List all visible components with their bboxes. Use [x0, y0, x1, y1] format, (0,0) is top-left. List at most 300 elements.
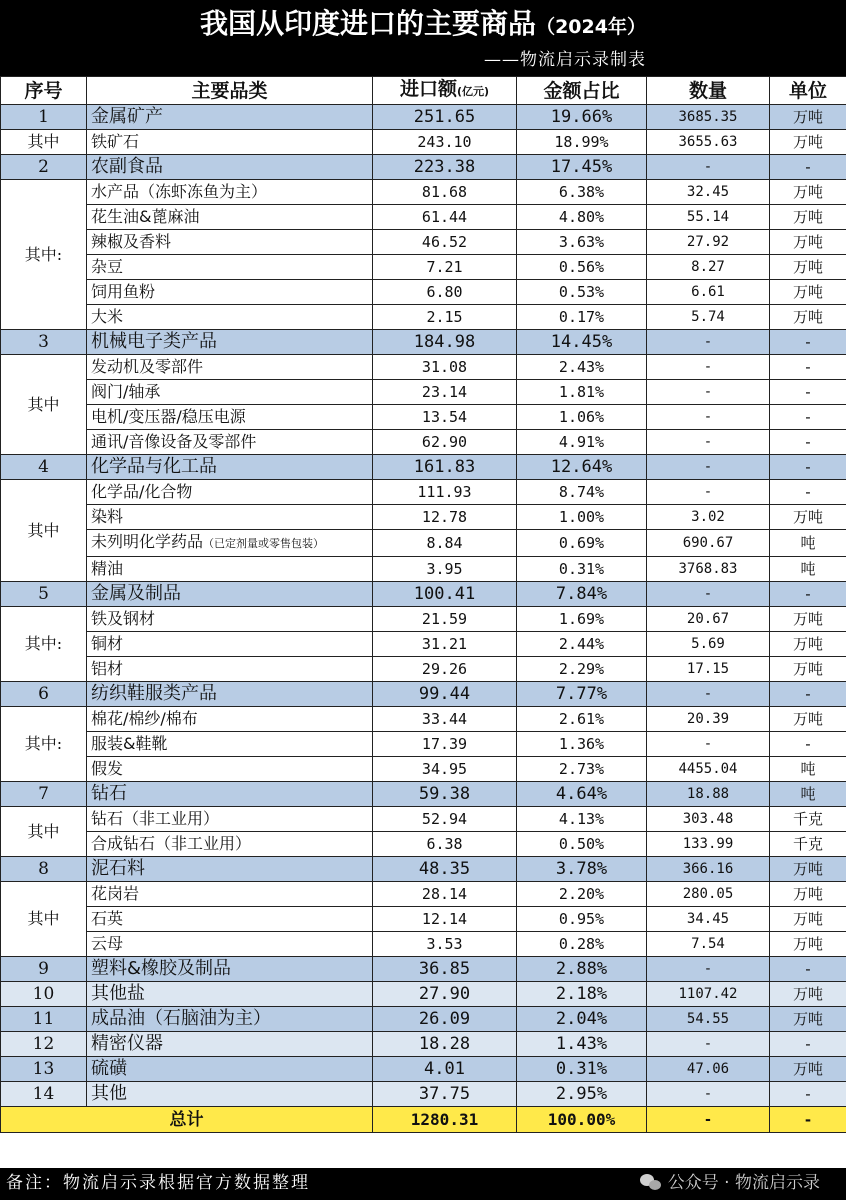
- row-share: 2.20%: [517, 882, 647, 907]
- table-category-row: [1, 1032, 846, 1057]
- row-category-text: 大米: [91, 307, 124, 326]
- row-amount: 18.28: [373, 1032, 517, 1057]
- row-number: 其中: [1, 355, 87, 455]
- row-unit: -: [770, 405, 846, 430]
- row-unit: 万吨: [770, 305, 846, 330]
- row-qty: 280.05: [647, 882, 770, 907]
- row-unit: 万吨: [770, 932, 846, 957]
- row-number: 其中:: [1, 607, 87, 682]
- row-category-text: 棉花/棉纱/棉布: [91, 709, 198, 728]
- row-unit: -: [770, 582, 846, 607]
- row-category: [87, 105, 373, 130]
- total-row: [1, 1107, 846, 1133]
- row-amount: 223.38: [373, 155, 517, 180]
- row-amount: 31.21: [373, 632, 517, 657]
- row-category: [87, 907, 373, 932]
- row-category: [87, 205, 373, 230]
- row-category: [87, 330, 373, 355]
- row-qty: 27.92: [647, 230, 770, 255]
- row-qty: 5.69: [647, 632, 770, 657]
- row-share: 3.63%: [517, 230, 647, 255]
- row-category-text: 其他盐: [91, 983, 145, 1004]
- row-category: [87, 1032, 373, 1057]
- table-category-row: [1, 682, 846, 707]
- table-subrow: [1, 732, 846, 757]
- row-share: 0.56%: [517, 255, 647, 280]
- table-subrow: [1, 632, 846, 657]
- row-category: [87, 130, 373, 155]
- row-amount: 7.21: [373, 255, 517, 280]
- row-category-text: 发动机及零部件: [91, 357, 204, 376]
- col-header-qty: 数量: [647, 77, 770, 105]
- row-qty: 47.06: [647, 1057, 770, 1082]
- row-unit: 万吨: [770, 205, 846, 230]
- row-category-text: 服装&鞋靴: [91, 734, 168, 753]
- row-number: 4: [1, 455, 87, 480]
- row-category: [87, 857, 373, 882]
- import-table: [0, 76, 846, 1133]
- row-amount: 61.44: [373, 205, 517, 230]
- row-amount: 81.68: [373, 180, 517, 205]
- row-unit: 万吨: [770, 180, 846, 205]
- row-share: 1.00%: [517, 505, 647, 530]
- row-category-text: 未列明化学药品: [91, 532, 204, 551]
- watermark-text: 公众号 · 物流启示录: [667, 1173, 820, 1193]
- row-category-text: 石英: [91, 909, 124, 928]
- row-qty: 55.14: [647, 205, 770, 230]
- row-share: 7.77%: [517, 682, 647, 707]
- row-unit: 万吨: [770, 632, 846, 657]
- row-qty: -: [647, 957, 770, 982]
- row-share: 0.17%: [517, 305, 647, 330]
- row-number: 2: [1, 155, 87, 180]
- row-qty: -: [647, 1082, 770, 1107]
- row-category: [87, 707, 373, 732]
- row-qty: 20.39: [647, 707, 770, 732]
- row-qty: 303.48: [647, 807, 770, 832]
- row-share: 0.31%: [517, 1057, 647, 1082]
- table-category-row: [1, 455, 846, 480]
- row-number: 1: [1, 105, 87, 130]
- row-category-text: 塑料&橡胶及制品: [91, 958, 232, 979]
- row-category: [87, 607, 373, 632]
- row-number: 11: [1, 1007, 87, 1032]
- row-category: [87, 455, 373, 480]
- row-share: 1.43%: [517, 1032, 647, 1057]
- row-category: [87, 1057, 373, 1082]
- row-unit: -: [770, 1032, 846, 1057]
- table-category-row: [1, 857, 846, 882]
- row-unit: 万吨: [770, 255, 846, 280]
- header-banner: [0, 0, 846, 76]
- row-share: 3.78%: [517, 857, 647, 882]
- row-qty: 6.61: [647, 280, 770, 305]
- table-category-row: [1, 1057, 846, 1082]
- row-qty: 133.99: [647, 832, 770, 857]
- table-subrow: [1, 355, 846, 380]
- total-label: 总计: [1, 1107, 373, 1133]
- footer-note: 备注：物流启示录根据官方数据整理: [6, 1173, 310, 1193]
- row-unit: 吨: [770, 530, 846, 557]
- row-share: 4.80%: [517, 205, 647, 230]
- row-category: [87, 430, 373, 455]
- row-amount: 12.78: [373, 505, 517, 530]
- row-category-text: 钻石（非工业用）: [91, 809, 220, 828]
- row-qty: -: [647, 405, 770, 430]
- row-share: 2.04%: [517, 1007, 647, 1032]
- table-category-row: [1, 957, 846, 982]
- row-unit: 万吨: [770, 982, 846, 1007]
- wechat-icon: [640, 1174, 662, 1190]
- row-category-text: 精油: [91, 559, 124, 578]
- watermark: [640, 1168, 820, 1198]
- row-category: [87, 355, 373, 380]
- row-unit: 万吨: [770, 105, 846, 130]
- row-unit: 万吨: [770, 230, 846, 255]
- row-share: 14.45%: [517, 330, 647, 355]
- row-category-text: 农副食品: [91, 156, 163, 177]
- table-subrow: [1, 305, 846, 330]
- table-subrow: [1, 480, 846, 505]
- row-qty: -: [647, 480, 770, 505]
- row-qty: 366.16: [647, 857, 770, 882]
- row-share: 2.88%: [517, 957, 647, 982]
- table-header-row: [1, 77, 846, 105]
- table-subrow: [1, 607, 846, 632]
- row-amount: 33.44: [373, 707, 517, 732]
- row-qty: 3.02: [647, 505, 770, 530]
- row-amount: 29.26: [373, 657, 517, 682]
- row-amount: 17.39: [373, 732, 517, 757]
- row-qty: 5.74: [647, 305, 770, 330]
- row-category-text: 染料: [91, 507, 124, 526]
- row-unit: 万吨: [770, 707, 846, 732]
- row-category: [87, 932, 373, 957]
- row-amount: 26.09: [373, 1007, 517, 1032]
- table-subrow: [1, 255, 846, 280]
- table-subrow: [1, 430, 846, 455]
- row-share: 1.81%: [517, 380, 647, 405]
- row-category-note: （已定剂量或零售包装）: [203, 537, 325, 550]
- row-category-text: 假发: [91, 759, 124, 778]
- row-number: 12: [1, 1032, 87, 1057]
- row-share: 19.66%: [517, 105, 647, 130]
- row-share: 2.73%: [517, 757, 647, 782]
- table-subrow: [1, 405, 846, 430]
- row-share: 18.99%: [517, 130, 647, 155]
- row-category-text: 阀门/轴承: [91, 382, 161, 401]
- col-header-amount-unit: (亿元): [456, 85, 490, 98]
- footer-bar: [0, 1168, 846, 1200]
- row-unit: -: [770, 732, 846, 757]
- row-number: 其中: [1, 882, 87, 957]
- row-qty: -: [647, 355, 770, 380]
- row-unit: -: [770, 430, 846, 455]
- row-share: 2.43%: [517, 355, 647, 380]
- row-number: 其中: [1, 130, 87, 155]
- row-share: 1.69%: [517, 607, 647, 632]
- page-title: [0, 4, 846, 47]
- row-category-text: 化学品/化合物: [91, 482, 193, 501]
- row-amount: 31.08: [373, 355, 517, 380]
- row-category: [87, 480, 373, 505]
- title-year: （2024年）: [536, 16, 646, 38]
- row-share: 6.38%: [517, 180, 647, 205]
- row-category: [87, 255, 373, 280]
- row-unit: -: [770, 355, 846, 380]
- row-number: 13: [1, 1057, 87, 1082]
- row-share: 1.36%: [517, 732, 647, 757]
- row-amount: 4.01: [373, 1057, 517, 1082]
- row-unit: 万吨: [770, 857, 846, 882]
- row-category: [87, 380, 373, 405]
- row-qty: 17.15: [647, 657, 770, 682]
- row-unit: 万吨: [770, 907, 846, 932]
- table-subrow: [1, 882, 846, 907]
- row-unit: 万吨: [770, 130, 846, 155]
- row-category-text: 泥石料: [91, 858, 145, 879]
- row-unit: -: [770, 480, 846, 505]
- row-qty: 690.67: [647, 530, 770, 557]
- row-category-text: 成品油（石脑油为主）: [91, 1008, 271, 1029]
- row-share: 12.64%: [517, 455, 647, 480]
- row-category-text: 铁矿石: [91, 132, 140, 151]
- row-category: [87, 582, 373, 607]
- table-category-row: [1, 330, 846, 355]
- row-share: 1.06%: [517, 405, 647, 430]
- row-number: 7: [1, 782, 87, 807]
- row-category: [87, 530, 373, 557]
- title-text: 我国从印度进口的主要商品: [200, 7, 537, 40]
- table-subrow: [1, 832, 846, 857]
- row-unit: 万吨: [770, 882, 846, 907]
- table-category-row: [1, 982, 846, 1007]
- row-category-text: 通讯/音像设备及零部件: [91, 432, 257, 451]
- row-unit: 千克: [770, 832, 846, 857]
- row-category-text: 电机/变压器/稳压电源: [91, 407, 246, 426]
- row-qty: -: [647, 582, 770, 607]
- row-qty: 1107.42: [647, 982, 770, 1007]
- row-number: 8: [1, 857, 87, 882]
- row-qty: -: [647, 455, 770, 480]
- row-unit: 吨: [770, 782, 846, 807]
- table-category-row: [1, 1082, 846, 1107]
- row-amount: 6.38: [373, 832, 517, 857]
- table-subrow: [1, 807, 846, 832]
- row-qty: -: [647, 330, 770, 355]
- row-unit: -: [770, 330, 846, 355]
- row-qty: 34.45: [647, 907, 770, 932]
- row-qty: -: [647, 732, 770, 757]
- table-subrow: [1, 757, 846, 782]
- row-category: [87, 180, 373, 205]
- row-share: 4.91%: [517, 430, 647, 455]
- row-amount: 21.59: [373, 607, 517, 632]
- row-category-text: 其他: [91, 1083, 127, 1104]
- row-share: 2.61%: [517, 707, 647, 732]
- row-amount: 251.65: [373, 105, 517, 130]
- row-category: [87, 732, 373, 757]
- row-number: 6: [1, 682, 87, 707]
- row-share: 2.29%: [517, 657, 647, 682]
- row-category-text: 精密仪器: [91, 1033, 163, 1054]
- row-category: [87, 882, 373, 907]
- row-qty: -: [647, 155, 770, 180]
- table-subrow: [1, 380, 846, 405]
- row-number: 5: [1, 582, 87, 607]
- row-amount: 100.41: [373, 582, 517, 607]
- row-unit: 万吨: [770, 607, 846, 632]
- row-unit: 万吨: [770, 505, 846, 530]
- row-category-text: 花生油&蓖麻油: [91, 207, 200, 226]
- row-number: 10: [1, 982, 87, 1007]
- row-category-text: 花岗岩: [91, 884, 140, 903]
- row-category-text: 水产品（冻虾冻鱼为主）: [91, 182, 268, 201]
- row-category: [87, 230, 373, 255]
- row-amount: 13.54: [373, 405, 517, 430]
- row-unit: -: [770, 455, 846, 480]
- row-amount: 243.10: [373, 130, 517, 155]
- row-amount: 8.84: [373, 530, 517, 557]
- row-unit: 吨: [770, 557, 846, 582]
- row-qty: 3655.63: [647, 130, 770, 155]
- row-unit: -: [770, 1082, 846, 1107]
- row-category: [87, 405, 373, 430]
- row-category-text: 机械电子类产品: [91, 331, 217, 352]
- row-share: 0.95%: [517, 907, 647, 932]
- row-unit: 万吨: [770, 280, 846, 305]
- row-category-text: 杂豆: [91, 257, 124, 276]
- table-subrow: [1, 230, 846, 255]
- row-number: 3: [1, 330, 87, 355]
- row-unit: 吨: [770, 757, 846, 782]
- row-category: [87, 505, 373, 530]
- row-unit: 万吨: [770, 1007, 846, 1032]
- total-amount: 1280.31: [373, 1107, 517, 1133]
- row-amount: 28.14: [373, 882, 517, 907]
- table-subrow: [1, 932, 846, 957]
- row-amount: 34.95: [373, 757, 517, 782]
- row-unit: -: [770, 957, 846, 982]
- table-subrow: [1, 205, 846, 230]
- row-share: 0.69%: [517, 530, 647, 557]
- row-amount: 52.94: [373, 807, 517, 832]
- col-header-category: 主要品类: [87, 77, 373, 105]
- row-number: 其中:: [1, 180, 87, 330]
- table-subrow: [1, 907, 846, 932]
- row-amount: 2.15: [373, 305, 517, 330]
- row-unit: -: [770, 380, 846, 405]
- row-share: 0.28%: [517, 932, 647, 957]
- col-header-amount-label: 进口额: [399, 78, 457, 100]
- row-qty: 18.88: [647, 782, 770, 807]
- row-amount: 3.53: [373, 932, 517, 957]
- col-header-amount: [373, 77, 517, 105]
- table-subrow: [1, 707, 846, 732]
- row-category-text: 金属矿产: [91, 106, 163, 127]
- row-amount: 23.14: [373, 380, 517, 405]
- row-number: 9: [1, 957, 87, 982]
- row-category-text: 硫磺: [91, 1058, 127, 1079]
- row-qty: 20.67: [647, 607, 770, 632]
- total-qty: -: [647, 1107, 770, 1133]
- row-unit: -: [770, 155, 846, 180]
- row-share: 0.50%: [517, 832, 647, 857]
- row-category-text: 饲用鱼粉: [91, 282, 156, 301]
- row-number: 14: [1, 1082, 87, 1107]
- row-unit: 万吨: [770, 657, 846, 682]
- row-unit: -: [770, 682, 846, 707]
- row-amount: 99.44: [373, 682, 517, 707]
- row-amount: 36.85: [373, 957, 517, 982]
- row-share: 4.13%: [517, 807, 647, 832]
- row-share: 2.44%: [517, 632, 647, 657]
- row-category-text: 化学品与化工品: [91, 456, 217, 477]
- row-share: 2.18%: [517, 982, 647, 1007]
- row-qty: 54.55: [647, 1007, 770, 1032]
- row-amount: 111.93: [373, 480, 517, 505]
- row-share: 8.74%: [517, 480, 647, 505]
- row-category: [87, 682, 373, 707]
- row-share: 0.53%: [517, 280, 647, 305]
- row-category-text: 铝材: [91, 659, 124, 678]
- row-amount: 161.83: [373, 455, 517, 480]
- row-share: 0.31%: [517, 557, 647, 582]
- row-qty: 3768.83: [647, 557, 770, 582]
- row-number: 其中: [1, 807, 87, 857]
- table-body: [1, 105, 846, 1107]
- table-category-row: [1, 782, 846, 807]
- row-amount: 184.98: [373, 330, 517, 355]
- table-category-row: [1, 582, 846, 607]
- table-subrow: [1, 530, 846, 557]
- row-share: 4.64%: [517, 782, 647, 807]
- row-category: [87, 782, 373, 807]
- row-amount: 59.38: [373, 782, 517, 807]
- row-amount: 6.80: [373, 280, 517, 305]
- row-category: [87, 632, 373, 657]
- table-category-row: [1, 155, 846, 180]
- row-amount: 12.14: [373, 907, 517, 932]
- row-unit: 千克: [770, 807, 846, 832]
- row-category: [87, 982, 373, 1007]
- table-subrow: [1, 557, 846, 582]
- row-category: [87, 557, 373, 582]
- row-category: [87, 757, 373, 782]
- row-qty: 8.27: [647, 255, 770, 280]
- col-header-no: 序号: [1, 77, 87, 105]
- row-qty: 4455.04: [647, 757, 770, 782]
- row-category-text: 纺织鞋服类产品: [91, 683, 217, 704]
- row-category-text: 金属及制品: [91, 583, 181, 604]
- row-share: 17.45%: [517, 155, 647, 180]
- row-category-text: 辣椒及香料: [91, 232, 172, 251]
- row-category: [87, 305, 373, 330]
- row-category-text: 钻石: [91, 783, 127, 804]
- table-subrow: [1, 505, 846, 530]
- row-qty: -: [647, 1032, 770, 1057]
- row-category: [87, 957, 373, 982]
- row-amount: 3.95: [373, 557, 517, 582]
- table-category-row: [1, 1007, 846, 1032]
- row-number: 其中:: [1, 707, 87, 782]
- page-subtitle: ——物流启示录制表: [484, 50, 646, 70]
- table-subrow: [1, 657, 846, 682]
- row-number: 其中: [1, 480, 87, 582]
- row-qty: -: [647, 380, 770, 405]
- row-amount: 48.35: [373, 857, 517, 882]
- row-amount: 27.90: [373, 982, 517, 1007]
